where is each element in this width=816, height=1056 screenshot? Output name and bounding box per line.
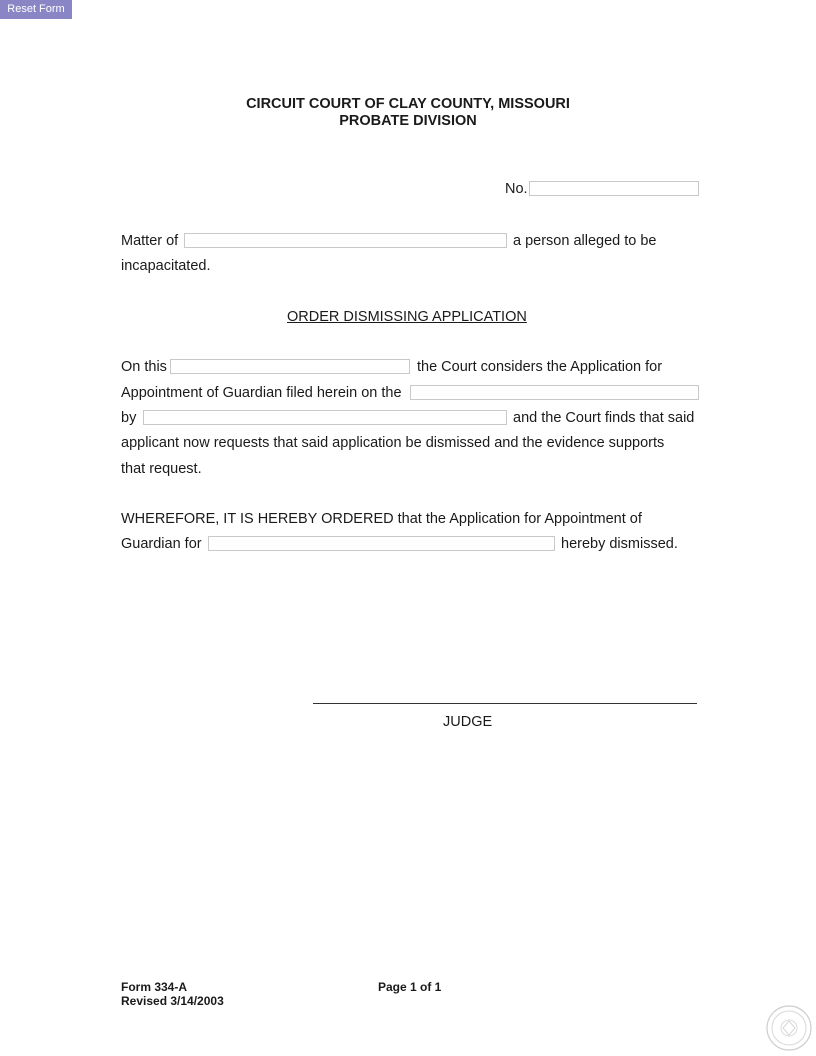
revised-date: Revised 3/14/2003 <box>121 994 224 1008</box>
matter-of-label: Matter of <box>121 233 179 249</box>
body1-text3: and the Court finds that said <box>513 410 695 426</box>
form-number: Form 334-A <box>121 980 188 994</box>
reset-form-button[interactable]: Reset Form <box>0 0 72 19</box>
division-title: PROBATE DIVISION <box>339 113 477 129</box>
body1-text2: Appointment of Guardian filed herein on the <box>121 385 402 401</box>
filed-date-field[interactable] <box>410 385 699 400</box>
by-label: by <box>121 410 137 426</box>
page-number: Page 1 of 1 <box>378 980 442 994</box>
matter-name-field[interactable] <box>184 233 507 248</box>
body2-text2: Guardian for <box>121 536 202 552</box>
judge-label: JUDGE <box>443 714 493 730</box>
body1-text4: applicant now requests that said application be dismissed and the evidence supports <box>121 435 665 451</box>
court-seal-icon <box>765 1004 813 1052</box>
court-title: CIRCUIT COURT OF CLAY COUNTY, MISSOURI <box>246 96 570 112</box>
body1-text1: the Court considers the Application for <box>417 359 663 375</box>
case-number-field[interactable] <box>529 181 699 196</box>
matter-suffix-text: a person alleged to be <box>513 233 657 249</box>
body2-text1: WHEREFORE, IT IS HEREBY ORDERED that the Application for Appointment of <box>121 511 642 527</box>
ward-name-field[interactable] <box>208 536 555 551</box>
matter-line2-text: incapacitated. <box>121 258 211 274</box>
case-number-label: No. <box>505 181 528 197</box>
order-date-field[interactable] <box>170 359 410 374</box>
body1-text5: that request. <box>121 461 202 477</box>
on-this-label: On this <box>121 359 167 375</box>
body2-text3: hereby dismissed. <box>561 536 678 552</box>
order-title: ORDER DISMISSING APPLICATION <box>287 309 527 325</box>
judge-signature-line <box>313 703 697 704</box>
applicant-field[interactable] <box>143 410 507 425</box>
